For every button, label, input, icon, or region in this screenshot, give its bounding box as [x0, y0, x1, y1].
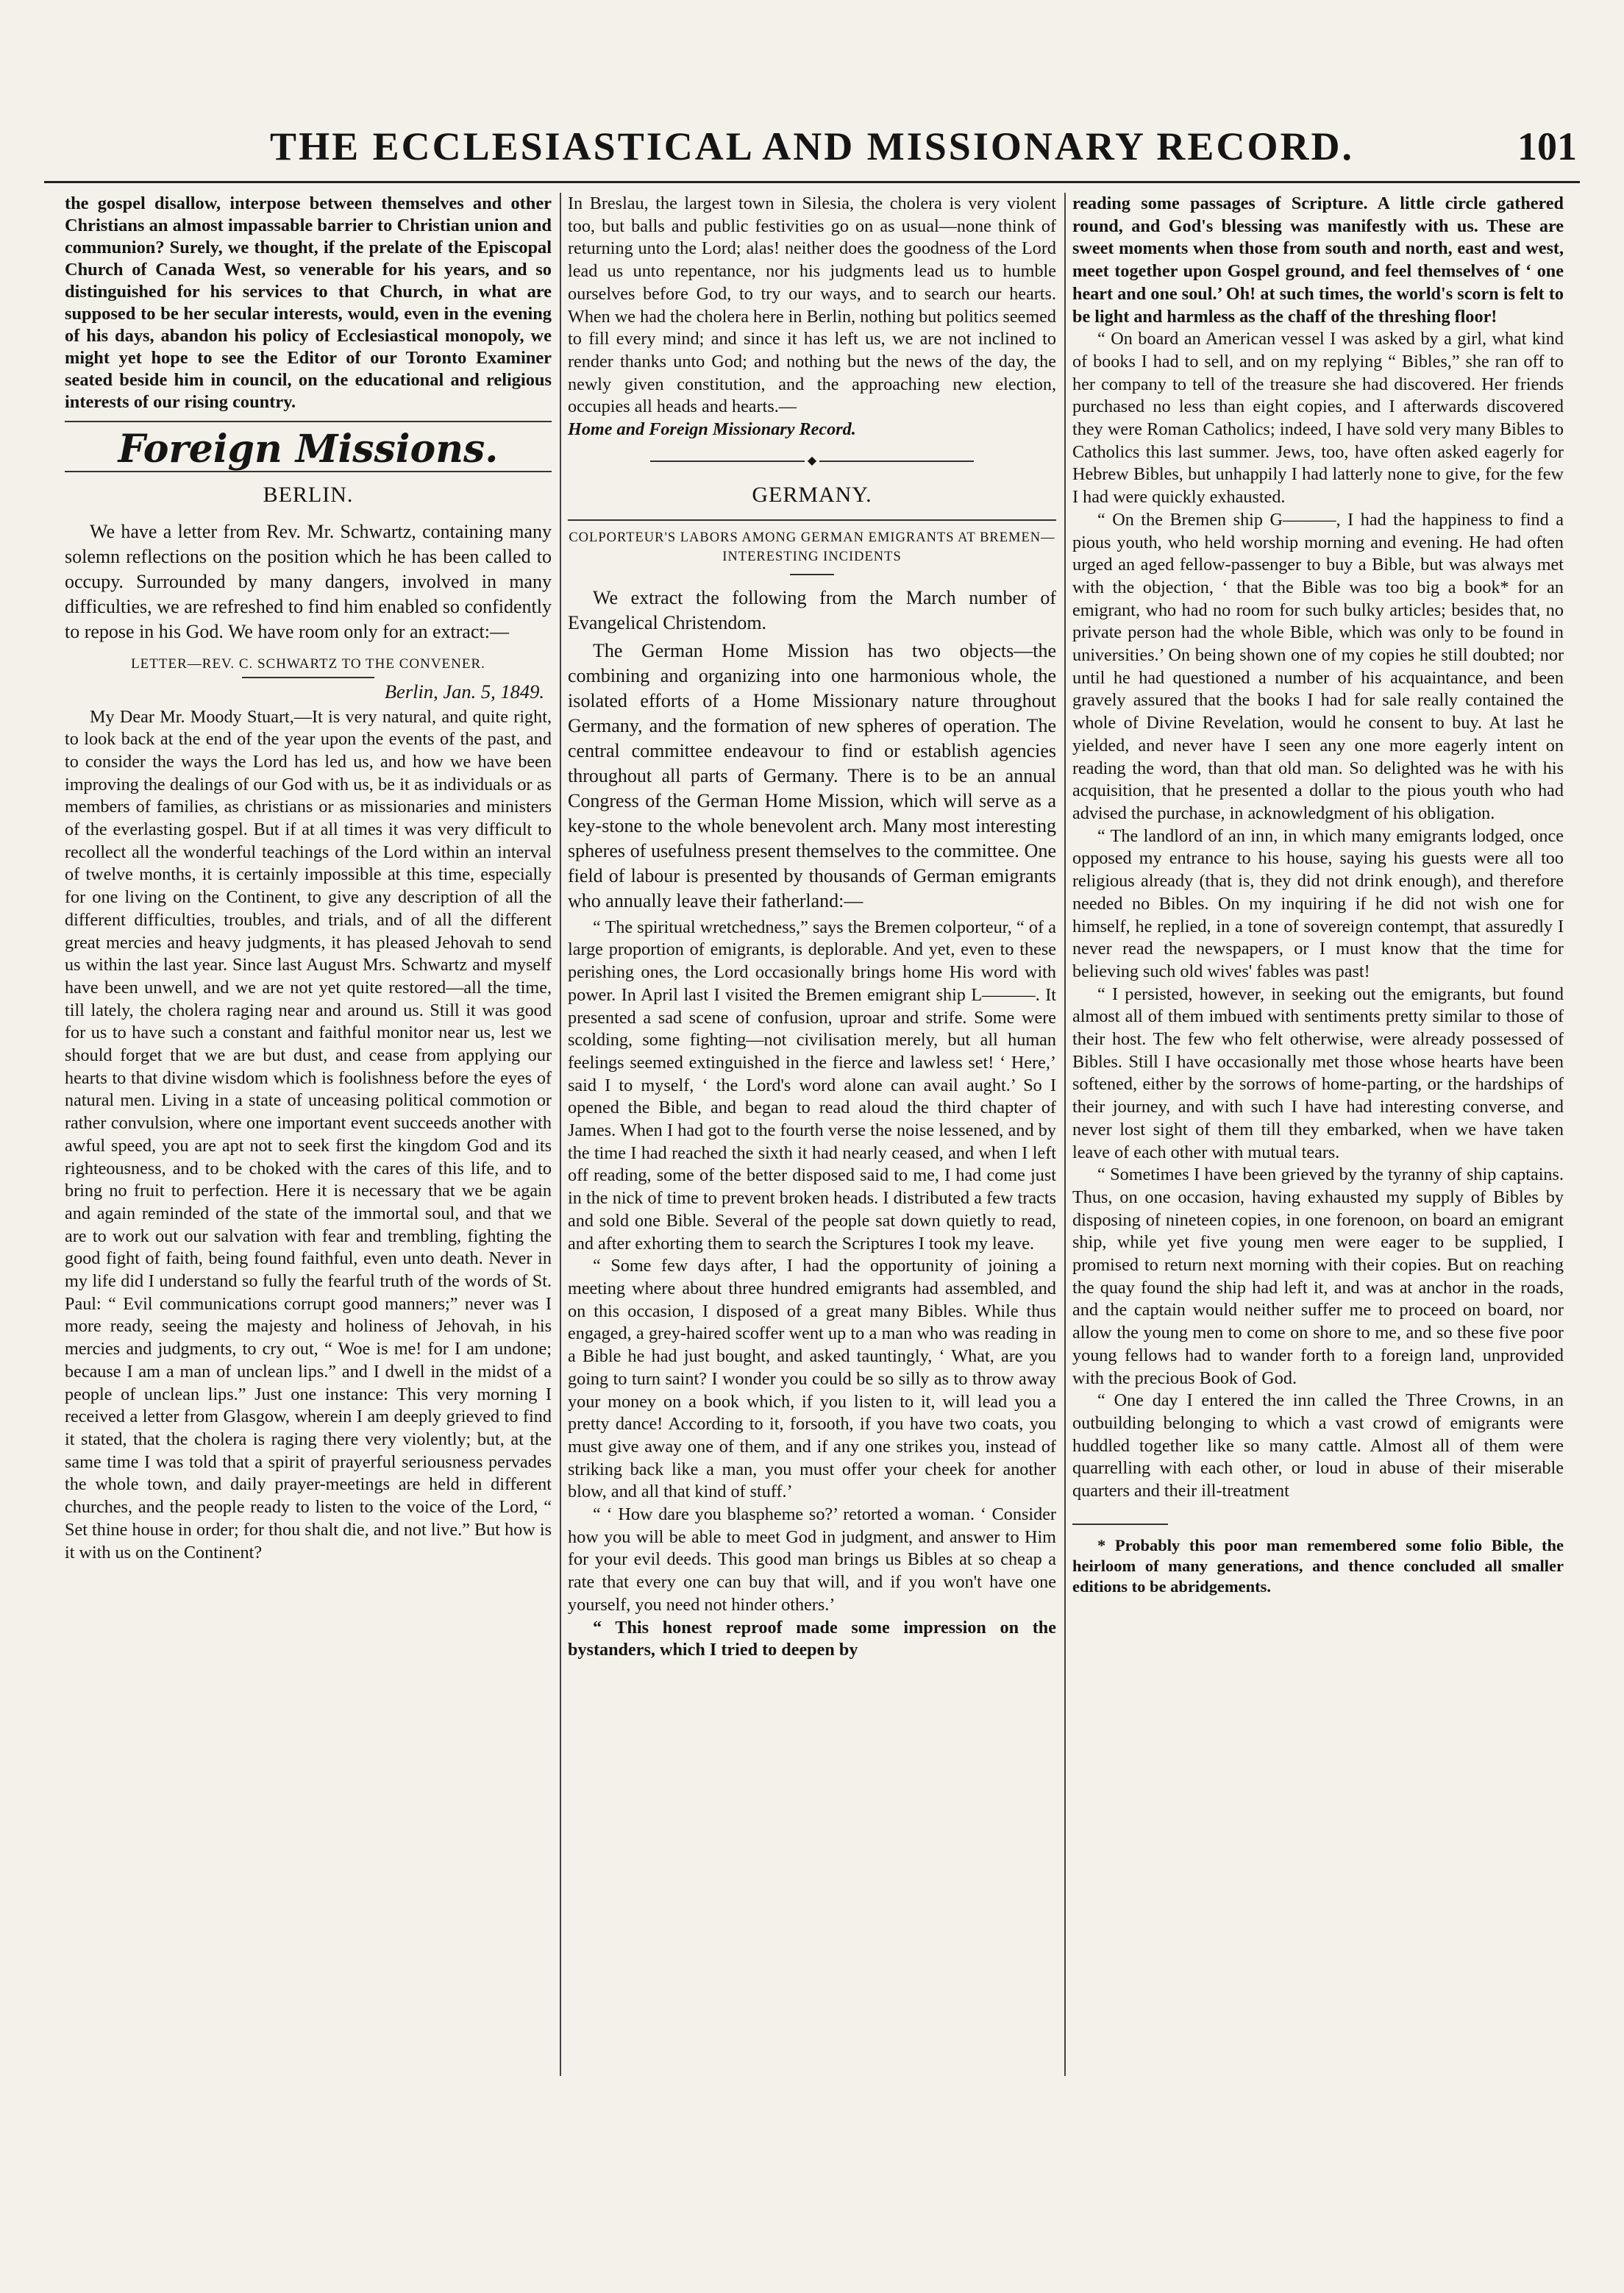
- column-divider: [560, 193, 561, 2076]
- header-rule: [44, 181, 1580, 183]
- breslau-paragraph: In Breslau, the largest town in Silesia, the cholera is very violent too, but balls and public festivities go on as usual—none think of returning unto the Lord; alas! neither does the goodness of the Lord lead us unto repentance, nor his judgments lead us to humble ourselves before God, to try our ways, and to search our hearts. When we had the cholera here in Berlin, nothing but politics seemed to fill every mind; and since it has left us, we are not inclined to render thanks unto God; and nothing but the news of the day, the newly given constitution, and the approaching new election, occupies all heads and hearts.—: [568, 193, 1056, 417]
- sometimes-paragraph: “ Sometimes I have been grieved by the tyranny of ship captains. Thus, on one occasion, having exhausted my supply of Bibles by disposing of nineteen copies, in one forenoon, on board an emigrant ship, while yet five young men were eager to be supplied, I promised to return next morning with their copies. But on reaching the quay found the ship had left it, and was at anchor in the roads, and the captain would neither suffer me to proceed on board, nor allow the young men to come on shore to me, and so these five poor young fellows had to wander forth to a foreign land, unprovided with the precious Book of God.: [1072, 1165, 1564, 1388]
- column-2: [568, 193, 1056, 2076]
- column-3: [1072, 193, 1564, 2076]
- ornament-rule: ◆: [568, 450, 1056, 472]
- meeting-paragraph: “ Some few days after, I had the opportunity of joining a meeting where about three hundred emigrants had assembled, and on this occasion, I disposed of a great many Bibles. While thus engaged, a grey-haired scoffer went up to a man who was reading in a Bible he had just bought, and asked tauntingly, ‘ What, are you going to turn saint? I wonder you could be so silly as to throw away your money on a book which, if you listen to it, will lead you a pretty dance! According to it, forsooth, if you have two coats, you must give away one of them, and if any one strikes you, instead of striking back like a man, you must offer your cheek for another blow, and all that kind of stuff.’: [568, 1256, 1056, 1502]
- source-citation: Home and Foreign Missionary Record.: [568, 419, 856, 440]
- three-crowns-paragraph: “ One day I entered the inn called the Three Crowns, in an outbuilding belonging to which a vast crowd of emigrants were huddled together like so many cattle. Almost all of them were quarrelling with each other, or loud in abuse of their miserable quarters and their ill-treatment: [1072, 1390, 1564, 1501]
- blaspheme-paragraph: “ ‘ How dare you blaspheme so?’ retorted a woman. ‘ Consider how you will be able to meet God in judgment, and answer to Him for your evil deeds. This good man brings us Bibles at so cheap a rate that every one can buy that will, and if you won't have one yourself, you need not hinder others.’: [568, 1504, 1056, 1615]
- reading-paragraph: reading some passages of Scripture. A little circle gathered round, and God's blessing was manifestly with us. These are sweet moments when those from south and north, east and west, meet together upon Gospel ground, and feel themselves of ‘ one heart and one soul.’ Oh! at such times, the world's scorn is felt to be light and harmless as the chaff of the threshing floor!: [1072, 193, 1564, 327]
- extract-paragraph: We extract the following from the March number of Evangelical Christendom.: [568, 586, 1056, 633]
- intro-paragraph: the gospel disallow, interpose between themselves and other Christians an almost impassable barrier to Christian union and communion? Surely, we thought, if the prelate of the Episcopal Church of Canada West, so venerable for his years, and so distinguished for his services to that Church, in what are supposed to be her secular interests, would, even in the evening of his days, abandon his policy of Ecclesiastical monopoly, we might yet hope to see the Editor of our Toronto Examiner seated beside him in council, on the educational and religious interests of our rising country.: [65, 193, 552, 412]
- footnote-rule: [1072, 1524, 1168, 1525]
- short-rule: [790, 574, 834, 575]
- page-header: [44, 124, 1580, 182]
- berlin-heading: BERLIN.: [263, 483, 354, 507]
- letter-heading: LETTER—REV. C. SCHWARTZ TO THE CONVENER.: [131, 656, 485, 672]
- page-number: 101: [1517, 124, 1577, 168]
- bremen-ship-paragraph: “ On the Bremen ship G———, I had the happiness to find a pious youth, who held worship morning and evening. He had often urged an aged fellow-passenger to buy a Bible, but was always met with the objection, ‘ that the Bible was too big a book* for an emigrant, who had no room for such bulky articles; besides that, no private person had the whole Bible, which was only to be found in universities.’ On being shown one of my copies he still doubted; nor until he had questioned a number of his acquaintance, and been gravely assured that the books I had for sale really contained the whole of Divine Revelation, would he consent to buy. At last he yielded, and never have I seen any one more eagerly intent on reading the word, than that old man. So delighted was he with his acquisition, that he presented a dollar to the pious youth who had advised the purchase, in acknowledgment of his obligation.: [1072, 509, 1564, 823]
- column-1: [65, 193, 552, 2076]
- section-rule: [65, 421, 552, 422]
- spiritual-paragraph: “ The spiritual wretchedness,” says the Bremen colporteur, “ of a large proportion of emigrants, is deplorable. And yet, even to these perishing ones, the Lord occasionally brings home His word with power. In April last I visited the Bremen emigrant ship L———. It presented a sad scene of confusion, uproar and strife. Some were scolding, some fighting—not civilisation merely, but all human feelings seemed extinguished in the fierce and lawless set! ‘ Here,’ said I to myself, ‘ the Lord's word alone can avail aught.’ So I opened the Bible, and began to read aloud the third chapter of James. When I had got to the fourth verse the noise lessened, and by the time I had reached the sixth it had nearly ceased, and when I left off reading, some of the better disposed said to me, I had come just in the nick of time to prevent broken heads. I distributed a few tracts and sold one Bible. Several of the people sat down quietly to read, and after exhorting them to search the Scriptures I took my leave.: [568, 917, 1056, 1254]
- column-divider: [1064, 193, 1066, 2076]
- reproof-paragraph: “ This honest reproof made some impression on the bystanders, which I tried to deepen by: [568, 1617, 1056, 1660]
- germany-heading: GERMANY.: [752, 482, 872, 507]
- home-mission-paragraph: The German Home Mission has two objects—the combining and organizing into one harmonious whole, the isolated efforts of a Home Missionary nature throughout Germany, and the formation of new spheres of operation. The central committee endeavour to find or establish agencies throughout all parts of Germany. There is to be an annual Congress of the German Home Mission, which will serve as a key-stone to the whole benevolent arch. Many most interesting spheres of usefulness present themselves to the committee. One field of labour is presented by thousands of German emigrants who annually leave their fatherland:—: [568, 639, 1056, 911]
- persisted-paragraph: “ I persisted, however, in seeking out the emigrants, but found almost all of them imbued with sentiments pretty similar to those of their host. The few who felt otherwise, were already possessed of Bibles. Still I have occasionally met those whose hearts have been softened, either by the sorrows of home-parting, or the hardships of their journey, and with such I have had interesting converse, and never lost sight of them till they embarked, when we have taken leave of each other with mutual tears.: [1072, 984, 1564, 1162]
- germany-subheading: COLPORTEUR'S LABORS AMONG GERMAN EMIGRANTS AT BREMEN—INTERESTING INCIDENTS: [569, 530, 1055, 564]
- letter-dateline: Berlin, Jan. 5, 1849.: [384, 680, 544, 703]
- american-paragraph: “ On board an American vessel I was asked by a girl, what kind of books I had to sell, and on my replying “ Bibles,” she ran off to her company to tell of the treasure she had discovered. Her friends purchased no less than eight copies, and I afterwards discovered they were Roman Catholics; indeed, I have sold very many Bibles to Catholics this last summer. Jews, too, have often asked eagerly for Hebrew Bibles, but unhappily I had latterly none to give, for the few I had were quickly exhausted.: [1072, 329, 1564, 508]
- berlin-intro: We have a letter from Rev. Mr. Schwartz, containing many solemn reflections on the position which he has been called to occupy. Surrounded by many dangers, involved in many difficulties, we are refreshed to find him enabled so confidently to repose in his God. We have room only for an extract:—: [65, 521, 552, 642]
- running-title: THE ECCLESIASTICAL AND MISSIONARY RECORD.: [270, 124, 1354, 168]
- letter-body: My Dear Mr. Moody Stuart,—It is very natural, and quite right, to look back at the end of the year upon the events of the past, and to consider the ways the Lord has led us, and how we have been improving the dealings of our God with us, be it as individuals or as members of families, as christians or as missionaries and ministers of the everlasting gospel. But if at all times it was very difficult to recollect all the wonderful teachings of the Lord within an interval of twelve months, it is certainly impossible at this time, especially for one living on the Continent, to give any description of all the different difficulties, troubles, and trials, and of all the different great mercies and heavy judgments, it has pleased Jehovah to send us within the last year. Since last August Mrs. Schwartz and myself have been unwell, and we are not yet quite restored—all the time, till lately, the cholera raging near and around us. Still it was good for us to have such a constant and faithful monitor near us, lest we should forget that we are but dust, and cease from applying our hearts to that divine wisdom which is foolishness before the eyes of natural men. Living in a state of unceasing political commotion or rather convulsion, where one important event succeeds another with awful speed, you are apt not to seek first the kingdom God and its righteousness, and to be choked with the cares of this life, and to bring no fruit to perfection. Here it is necessary that we be again and again reminded of the state of the immortal soul, and that we are to work out our salvation with fear and trembling, fighting the good fight of faith, being found faithful, even unto death. Never in my life did I understand so fully the fearful truth of the words of St. Paul: “ Evil communications corrupt good manners;” never was I more ready, seeing the majesty and holiness of Jehovah, in his mercies and judgments, to cry out, “ Woe is me! for I am undone; because I am a man of unclean lips.” and I dwell in the midst of a people of unclean lips.” Just one instance: This very morning I received a letter from Glasgow, wherein I am deeply grieved to find it stated, that the cholera is raging there very violently; but, at the same time I was told that a spirit of prayerful seriousness pervades the whole town, and daily prayer-meetings are held in different churches, and the people ready to listen to the voice of the Lord, “ Set thine house in order; for thou shalt die, and not live.” But how is it with us on the Continent?: [65, 706, 552, 1563]
- section-rule: [568, 519, 1056, 521]
- footnote: * Probably this poor man remembered some folio Bible, the heirloom of many generations, and thence concluded all smaller editions to be abridgements.: [1072, 1535, 1564, 1596]
- foreign-missions-heading: Foreign Missions.: [118, 427, 499, 472]
- landlord-paragraph: “ The landlord of an inn, in which many emigrants lodged, once opposed my entrance to his house, saying his guests were all too religious already (that is, they did not drink enough), and therefore needed no Bibles. On my inquiring if he did not wish one for himself, he replied, in a tone of sovereign contempt, that assuredly I never read the newspapers, or I must know that the time for believing such old wives' fables was past!: [1072, 825, 1564, 981]
